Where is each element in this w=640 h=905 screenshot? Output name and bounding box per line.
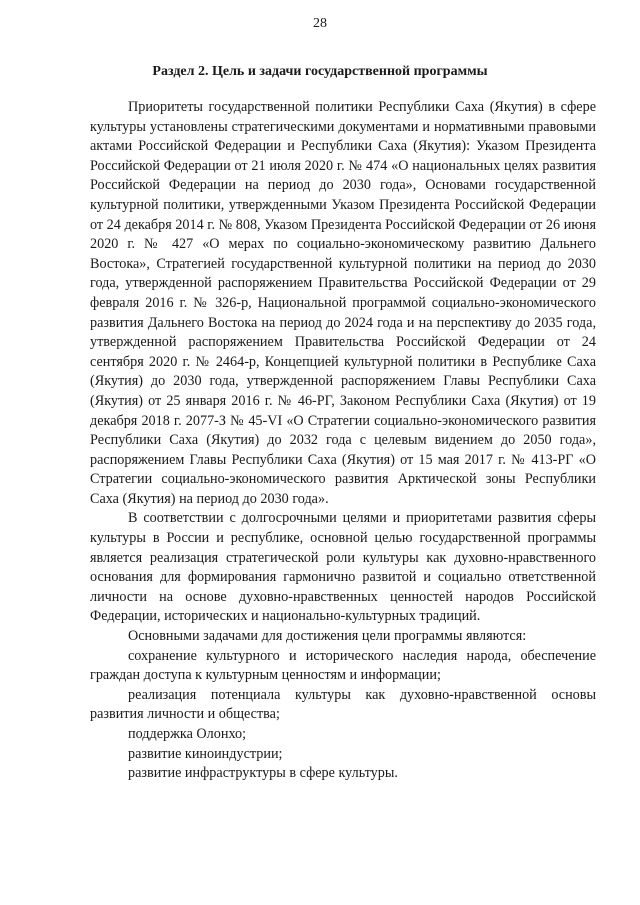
task-item-film-industry: развитие киноиндустрии;	[128, 745, 283, 762]
page-number: 28	[313, 16, 327, 31]
paragraph-priorities: Приоритеты государственной политики Республики Саха (Якутия) в сфере культуры установлены стратегическими документами и нормативными правовыми актами Российской Федерации и Республики Саха (Якутия): Указом Президента Российской Федерации от 21 июля 2020 г. № 474 «О национальных целях развития Российской Федерации на период до 2030 года», Основами государственной культурной политики, утвержденными Указом Президента Российской Федерации от 24 декабря 2014 г. № 808, Указом Президента Российской Федерации от 26 июня 2020 г. № 427 «О мерах по социально-экономическому развитию Дальнего Востока», Стратегией государственной культурной политики на период до 2030 года, утвержденной распоряжением Правительства Российской Федерации от 29 февраля 2016 г. № 326-р, Национальной программой социально-экономического развития Дальнего Востока на период до 2024 года и на перспективу до 2035 года, утвержденной распоряжением Правительства Российской Федерации от 24 сентября 2020 г. № 2464-р, Концепцией культурной политики в Республике Саха (Якутия) до 2030 года, утвержденной распоряжением Главы Республики Саха (Якутия) от 25 января 2016 г. № 46-РГ, Законом Республики Саха (Якутия) от 19 декабря 2018 г. 2077-З № 45-VI «О Стратегии социально-экономического развития Республики Саха (Якутия) до 2032 года с целевым видением до 2050 года», распоряжением Главы Республики Саха (Якутия) от 15 мая 2017 г. № 413-РГ «О Стратегии социально-экономического развития Арктической зоны Республики Саха (Якутия) на период до 2030 года».	[90, 99, 596, 507]
task-item-heritage: сохранение культурного и исторического наследия народа, обеспечение граждан доступа к культурным ценностям и информации;	[90, 647, 596, 684]
task-item-olonkho: поддержка Олонхо;	[128, 726, 247, 742]
section-title: Раздел 2. Цель и задачи государственной программы	[152, 64, 488, 79]
paragraph-tasks-intro: Основными задачами для достижения цели программы являются:	[128, 628, 527, 645]
body-text	[90, 98, 596, 784]
task-item-potential: реализация потенциала культуры как духовно-нравственной основы развития личности и общества;	[90, 686, 596, 723]
task-item-infrastructure: развитие инфраструктуры в сфере культуры.	[128, 765, 398, 782]
paragraph-main-goal: В соответствии с долгосрочными целями и приоритетами развития сферы культуры в России и республике, основной целью государственной программы является реализация стратегической роли культуры как духовно-нравственного основания для формирования гармонично развитой и социально ответственной личности на основе духовно-нравственных ценностей народов Российской Федерации, исторических и национально-культурных традиций.	[90, 510, 596, 625]
